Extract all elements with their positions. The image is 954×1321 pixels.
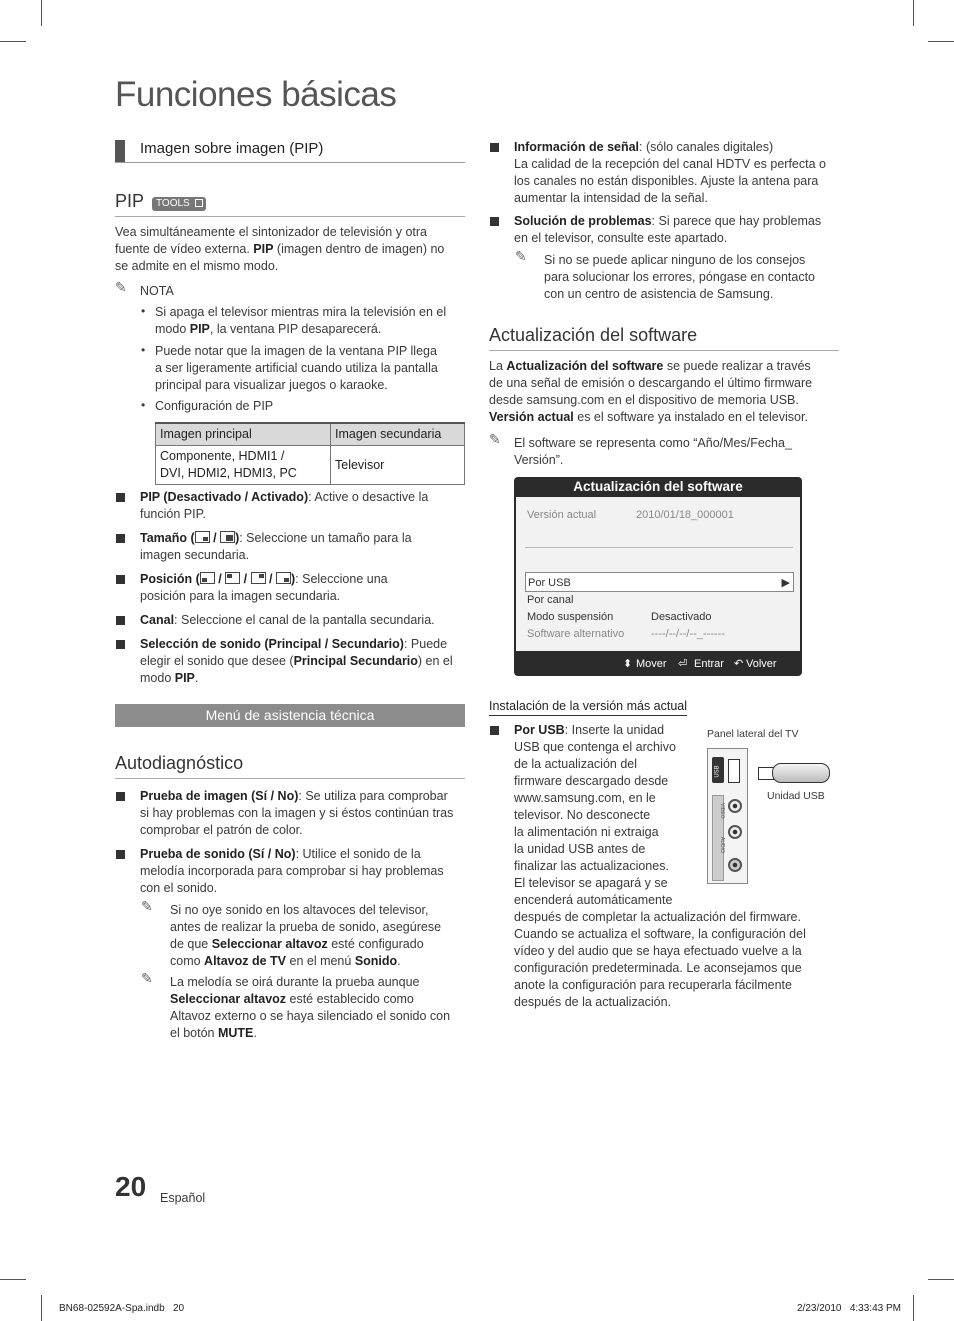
nav-move[interactable]: Mover xyxy=(636,658,667,670)
pip-item: Posición ( / / / ): Seleccione una posición para la imagen secundaria. xyxy=(140,572,388,603)
version-label: Versión actual xyxy=(527,509,597,521)
intro-line: fuente de vídeo externa. PIP (imagen dentro de imagen) no xyxy=(115,242,445,256)
note-bullet: Configuración de PIP xyxy=(155,399,274,413)
note-icon: ✎ xyxy=(141,970,153,986)
size-small-icon xyxy=(195,531,210,543)
pip-config-table xyxy=(155,422,465,485)
table-header: Imagen secundaria xyxy=(331,423,465,446)
install-title: Instalación de la versión más actual xyxy=(489,698,687,716)
menu-item-modo-suspension[interactable]: Modo suspensión xyxy=(527,611,614,623)
bullet-square xyxy=(490,217,499,226)
footer-file: BN68-02592A-Spa.indb 20 xyxy=(59,1303,185,1314)
crop-mark xyxy=(0,41,26,42)
bullet-square xyxy=(116,792,125,801)
pip-item: Canal: Seleccione el canal de la pantalla secundaria. xyxy=(140,613,435,627)
section-header-label: Imagen sobre imagen (PIP) xyxy=(140,140,324,157)
bullet-square xyxy=(116,575,125,584)
table-header: Imagen principal xyxy=(156,423,331,446)
bullet-square xyxy=(116,616,125,625)
section-header-pip xyxy=(115,140,465,163)
bullet-square xyxy=(116,640,125,649)
page-number: 20 xyxy=(115,1171,147,1202)
support-menu-bar: Menú de asistencia técnica xyxy=(115,704,465,727)
audio-label: AUDIO xyxy=(719,837,725,853)
menu-title: Actualización del software xyxy=(573,479,743,494)
intro-line: se admite en el mismo modo. xyxy=(115,259,279,273)
move-icon: ⬍ xyxy=(623,658,633,670)
menu-item-por-usb[interactable] xyxy=(525,572,794,592)
software-update-text: La Actualización del software se puede realizar a través de una señal de emisión o descargando el último firmware desde samsung.com en el dispositivo de memoria USB. Versión actual es el software ya instalado en el televisor. xyxy=(489,359,813,424)
autodiag-item: Prueba de imagen (Sí / No): Se utiliza para comprobar si hay problemas con la imagen y si éstos continúan tras comprobar el patrón de color. xyxy=(140,789,454,837)
note-icon: ✎ xyxy=(115,279,127,295)
version-value: 2010/01/18_000001 xyxy=(636,509,734,521)
position-bottom-left-icon xyxy=(200,572,215,584)
crop-mark xyxy=(913,1295,914,1321)
menu-footer xyxy=(514,653,798,673)
bullet-square xyxy=(116,534,125,543)
software-update-heading: Actualización del software xyxy=(489,325,698,345)
autodiag-item: Prueba de sonido (Sí / No): Utilice el sonido de la melodía incorporada para comprobar si hay problemas con el sonido. xyxy=(140,847,444,895)
position-bottom-right-icon xyxy=(276,572,291,584)
software-note: El software se representa como “Año/Mes/Fecha_ Versión”. xyxy=(514,436,792,467)
tools-label: TOOLS xyxy=(156,198,190,209)
note-icon: ✎ xyxy=(515,248,527,264)
menu-item-label: Por USB xyxy=(528,577,571,589)
usb-stick-icon xyxy=(758,763,830,783)
table-cell: Componente, HDMI1 / DVI, HDMI2, HDMI3, PC xyxy=(156,446,331,485)
divider xyxy=(525,547,793,548)
note-bullet: Puede notar que la imagen de la ventana PIP llega a ser ligeramente artificial cuando utiliza la pantalla principal para visualizar juegos o karaoke. xyxy=(155,344,438,392)
solucion-item: Solución de problemas: Si parece que hay problemas en el televisor, consulte este apartado. xyxy=(514,214,822,245)
info-item: Información de señal: (sólo canales digitales) La calidad de la recepción del canal HDTV es perfecta o los canales no están disponibles. Ajuste la antena para aumentar la intensidad de la señal. xyxy=(514,140,826,205)
autodiag-note: La melodía se oirá durante la prueba aunque Seleccionar altavoz esté establecido como Altavoz externo o se haya silenciado el sonido con el botón MUTE. xyxy=(170,975,451,1040)
position-top-left-icon xyxy=(225,572,240,584)
video-jack-icon xyxy=(728,799,742,813)
pip-item: Tamaño ( / ): Seleccione un tamaño para la imagen secundaria. xyxy=(140,531,412,562)
tv-side-panel xyxy=(707,748,748,884)
nav-return[interactable]: Volver xyxy=(746,658,777,670)
return-icon: ↶ xyxy=(734,658,744,670)
menu-panel xyxy=(516,497,800,651)
bullet-dot: • xyxy=(141,343,146,357)
modo-suspension-value: Desactivado xyxy=(651,611,712,623)
usb-slot xyxy=(728,759,740,783)
language-label: Español xyxy=(160,1191,206,1205)
crop-mark xyxy=(41,0,42,26)
intro-line: Vea simultáneamente el sintonizador de televisión y otra xyxy=(115,225,427,239)
pip-item: Selección de sonido (Principal / Secundario): Puede elegir el sonido que desee (Principal Secundario) en el modo PIP. xyxy=(140,637,453,685)
audio-r-jack-icon xyxy=(728,858,742,872)
usb-instructions: Por USB: Inserte la unidad USB que contenga el archivo de la actualización del firmware descargado desde www.samsung.com, en le televisor. No desconecte la alimentación ni extraiga la unidad USB antes de finalizar las actualizaciones. El televisor se apagará y se encenderá automáticamente después de completar la actualización del firmware. Cuando se actualiza el software, la configuración del vídeo y del audio que se haya efectuado vuelve a la configuración predeterminada. Le aconsejamos que anote la configuración para recuperarla fácilmente después de la actualización. xyxy=(514,723,806,1009)
pip-intro xyxy=(115,224,465,275)
bullet-square xyxy=(490,726,499,735)
note-icon: ✎ xyxy=(489,431,501,447)
position-top-right-icon xyxy=(251,572,266,584)
arrow-right-icon: ▶ xyxy=(781,577,790,589)
nav-enter[interactable]: Entrar xyxy=(694,658,724,670)
usb-drive-label: Unidad USB xyxy=(767,790,825,802)
size-large-icon xyxy=(220,531,235,543)
crop-mark xyxy=(928,1279,954,1280)
autodiag-note: Si no oye sonido en los altavoces del televisor, antes de realizar la prueba de sonido, asegúrese de que Seleccionar altavoz esté configurado como Altavoz de TV en el menú Sonido. xyxy=(170,903,442,968)
table-cell: Televisor xyxy=(331,446,465,485)
divider xyxy=(115,216,465,217)
menu-item-por-canal[interactable]: Por canal xyxy=(527,594,574,606)
audio-l-jack-icon xyxy=(728,825,742,839)
usb-port-label: USB xyxy=(714,765,721,778)
crop-mark xyxy=(913,0,914,26)
pip-heading: PIP xyxy=(115,191,145,211)
software-alternativo-value: ----/--/--/--_------ xyxy=(651,628,725,640)
crop-mark xyxy=(41,1295,42,1321)
bullet-square xyxy=(490,143,499,152)
pip-item: PIP (Desactivado / Activado): Active o desactive la función PIP. xyxy=(140,490,429,521)
crop-mark xyxy=(928,41,954,42)
note-label: NOTA xyxy=(140,284,174,298)
bullet-dot: • xyxy=(141,304,146,318)
footer-date: 2/23/2010 4:33:43 PM xyxy=(797,1303,901,1314)
panel-label: Panel lateral del TV xyxy=(707,728,799,740)
video-label: VIDEO xyxy=(719,803,725,819)
bullet-square xyxy=(116,850,125,859)
solucion-note: Si no se puede aplicar ninguno de los consejos para solucionar los errores, póngase en contacto con un centro de asistencia de Samsung. xyxy=(544,253,815,301)
note-bullet: Si apaga el televisor mientras mira la televisión en el modo PIP, la ventana PIP desaparecerá. xyxy=(155,305,447,336)
autodiag-heading: Autodiagnóstico xyxy=(115,753,244,773)
crop-mark xyxy=(0,1279,26,1280)
page-title: Funciones básicas xyxy=(115,75,397,114)
enter-icon: ⏎ xyxy=(678,658,688,670)
divider xyxy=(489,350,839,351)
divider xyxy=(115,778,465,779)
note-icon: ✎ xyxy=(141,898,153,914)
tools-icon xyxy=(152,197,206,211)
software-update-menu xyxy=(514,477,802,676)
bullet-square xyxy=(116,493,125,502)
section-marker xyxy=(115,140,125,162)
menu-item-software-alternativo: Software alternativo xyxy=(527,628,625,640)
bullet-dot: • xyxy=(141,398,146,412)
